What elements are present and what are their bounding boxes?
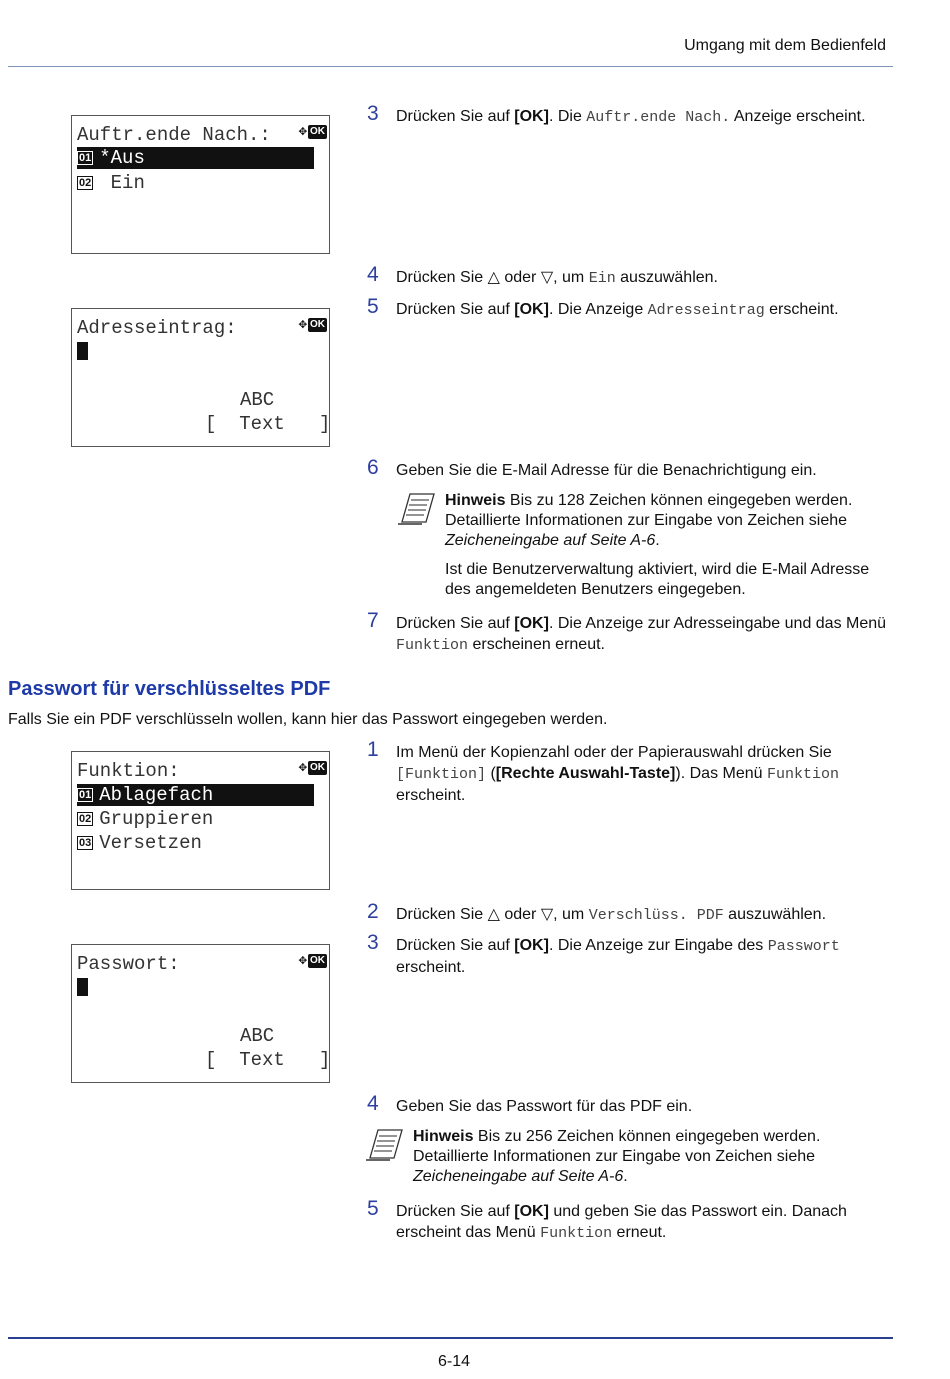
step-4a: 4 Drücken Sie △ oder ▽, um Ein auszuwählen.: [367, 263, 718, 287]
lcd-title: Passwort:: [77, 953, 180, 975]
step-4b: 4 Geben Sie das Passwort für das PDF ein.: [367, 1092, 693, 1115]
lcd-title: Adresseintrag:: [77, 317, 237, 339]
lcd-option-selected: 01 Ablagefach: [77, 784, 314, 806]
section-intro: Falls Sie ein PDF verschlüsseln wollen, kann hier das Passwort eingegeben werden.: [8, 711, 608, 728]
lcd-panel-passwort: [71, 944, 330, 1083]
lcd-softkey-text: [ Text ]: [205, 413, 331, 435]
nav-ok-icon: ✥ OK: [298, 953, 325, 969]
hinweis-note-2: Hinweis Bis zu 256 Zeichen können eingegeben werden. Detaillierte Informationen zur Eingabe von Zeichen siehe Zeicheneingabe auf Seite A-6.: [364, 1127, 864, 1196]
text-cursor: [77, 342, 88, 360]
step-2b: 2 Drücken Sie △ oder ▽, um Verschlüss. PDF auszuwählen.: [367, 900, 827, 924]
lcd-option: 02 Ein: [79, 172, 145, 194]
page-header-title: Umgang mit dem Bedienfeld: [684, 37, 886, 54]
lcd-title: Funktion:: [77, 760, 180, 782]
number-key-icon: 01: [79, 152, 92, 164]
number-key-icon: 01: [79, 789, 92, 801]
lcd-title: Auftr.ende Nach.:: [77, 124, 271, 146]
nav-ok-icon: ✥ OK: [298, 317, 325, 333]
step-7a: 7 Drücken Sie auf [OK]. Die Anzeige zur Adresseingabe und das Menü Funktion erscheinen erneut.: [367, 609, 887, 654]
header-divider: [8, 66, 893, 67]
lcd-panel-funktion: [71, 751, 330, 890]
lcd-softkey-text: [ Text ]: [205, 1049, 331, 1071]
section-title: Passwort für verschlüsseltes PDF: [8, 678, 331, 700]
note-icon: [396, 491, 436, 525]
lcd-option: 02 Gruppieren: [79, 808, 214, 830]
number-key-icon: 02: [79, 177, 92, 189]
lcd-input-mode: ABC: [240, 389, 275, 411]
number-key-icon: 03: [79, 837, 92, 849]
hinweis-note-1: Hinweis Bis zu 128 Zeichen können eingegeben werden. Detaillierte Informationen zur Eingabe von Zeichen siehe Zeicheneingabe auf Seite A-6. Ist die Benutzerverwaltung aktiviert, wird die E-Mail Adresse des angemeldeten Benutzers eingegeben.: [396, 491, 891, 609]
lcd-panel-adresseintrag: [71, 308, 330, 447]
nav-ok-icon: ✥ OK: [298, 760, 325, 776]
step-5b: 5 Drücken Sie auf [OK] und geben Sie das Passwort ein. Danach erscheint das Menü Funktion erneut.: [367, 1197, 847, 1242]
footer-divider: [8, 1337, 893, 1339]
number-key-icon: 02: [79, 813, 92, 825]
step-1b: 1 Im Menü der Kopienzahl oder der Papierauswahl drücken Sie [Funktion] ([Rechte Auswahl-Taste]). Das Menü Funktion erscheint.: [367, 738, 839, 804]
lcd-option: 03 Versetzen: [79, 832, 202, 854]
note-icon: [364, 1127, 404, 1161]
nav-ok-icon: ✥ OK: [298, 124, 325, 140]
step-5a: 5 Drücken Sie auf [OK]. Die Anzeige Adresseintrag erscheint.: [367, 295, 839, 319]
page-number: 6-14: [437, 1353, 471, 1370]
lcd-option-selected: 01 *Aus: [77, 147, 314, 169]
step-6a: 6 Geben Sie die E-Mail Adresse für die Benachrichtigung ein.: [367, 456, 817, 479]
step-3b: 3 Drücken Sie auf [OK]. Die Anzeige zur Eingabe des Passwort erscheint.: [367, 931, 840, 976]
text-cursor: [77, 978, 88, 996]
lcd-panel-auftragsende: [71, 115, 330, 254]
lcd-input-mode: ABC: [240, 1025, 275, 1047]
step-3a: 3 Drücken Sie auf [OK]. Die Auftr.ende Nach. Anzeige erscheint.: [367, 102, 866, 126]
